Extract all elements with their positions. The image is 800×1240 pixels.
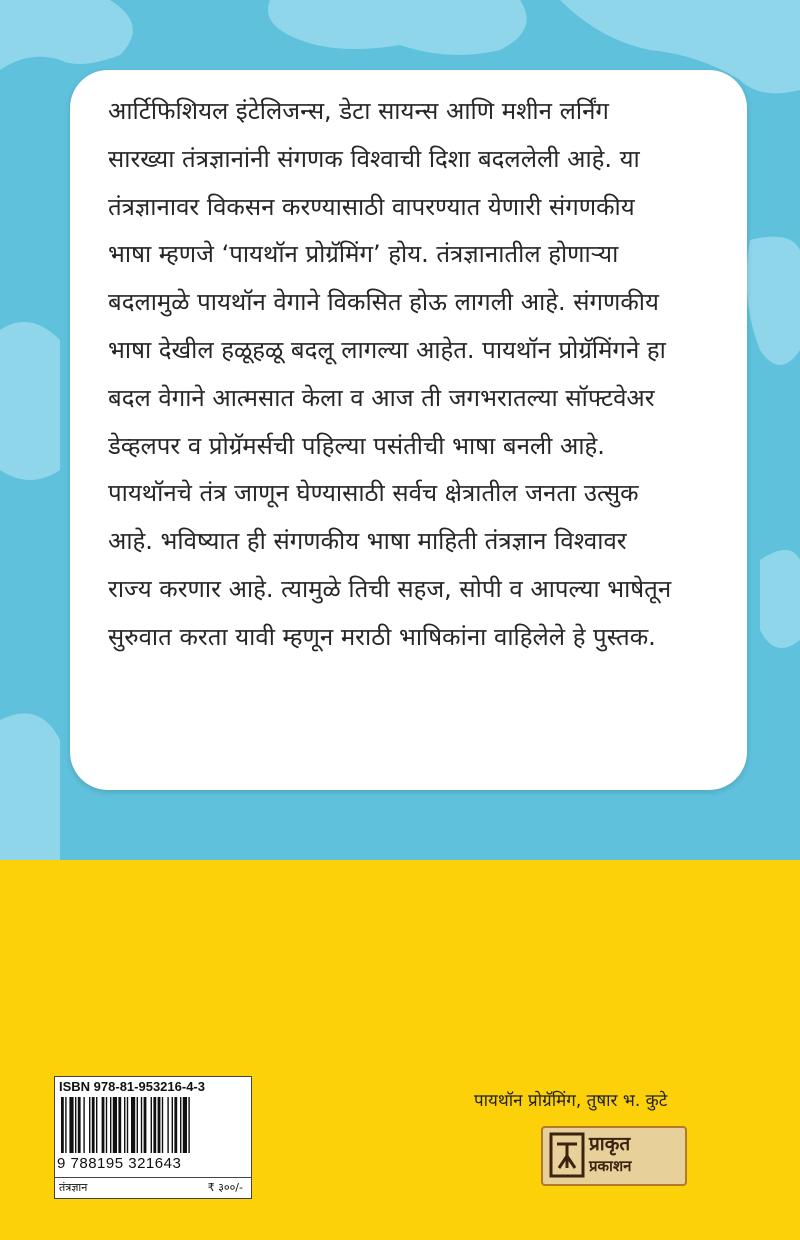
blurb-line: बदल वेगाने आत्मसात केला व आज ती जगभरातल्या सॉफ्टवेअर [108,383,655,412]
blurb-line: राज्य करणार आहे. त्यामुळे तिची सहज, सोपी व आपल्या भाषेतून [108,574,672,603]
publisher-name-line2: प्रकाशन [589,1157,632,1175]
publisher-logo [541,1120,687,1184]
blurb-line: सारख्या तंत्रज्ञानांनी संगणक विश्वाची दिशा बदललेली आहे. या [108,144,640,173]
blurb-line: तंत्रज्ञानावर विकसन करण्यासाठी वापरण्यात येणारी संगणकीय [108,192,635,221]
barcode-icon [61,1097,245,1155]
publisher-mark-icon [549,1132,585,1178]
publisher-badge [541,1126,687,1186]
divider [55,1177,251,1178]
blurb-line: आहे. भविष्यात ही संगणकीय भाषा माहिती तंत्रज्ञान विश्वावर [108,527,627,556]
subject-category: तंत्रज्ञान [59,1181,88,1194]
blurb-line: डेव्हलपर व प्रोग्रॅमर्सची पहिल्या पसंतीची भाषा बनली आहे. [108,431,605,460]
publisher-name-line1: प्राकृत [589,1133,631,1155]
title-author-credit: पायथॉन प्रोग्रॅमिंग, तुषार भ. कुटे [474,1091,668,1111]
price-tag: ₹ ३००/- [207,1181,243,1194]
blurb-line: बदलामुळे पायथॉन वेगाने विकसित होऊ लागली आहे. संगणकीय [108,288,659,317]
isbn-barcode-label [54,1076,252,1199]
blurb-line: भाषा देखील हळूहळू बदलू लागल्या आहेत. पायथॉन प्रोग्रॅमिंगने हा [108,335,666,364]
isbn-number: ISBN 978-81-953216-4-3 [59,1079,205,1094]
blurb-line: भाषा म्हणजे ‘पायथॉन प्रोग्रॅमिंग’ होय. तंत्रज्ञानातील होणाऱ्या [108,240,619,269]
barcode-digits: 9 788195 321643 [57,1155,182,1172]
blurb-line: आर्टिफिशियल इंटेलिजन्स, डेटा सायन्स आणि मशीन लर्निंग [108,97,609,125]
back-cover-blurb [108,88,708,662]
blurb-line: सुरुवात करता यावी म्हणून मराठी भाषिकांना वाहिलेले हे पुस्तक. [108,622,656,651]
blurb-line: पायथॉनचे तंत्र जाणून घेण्यासाठी सर्वच क्षेत्रातील जनता उत्सुक [108,479,639,508]
